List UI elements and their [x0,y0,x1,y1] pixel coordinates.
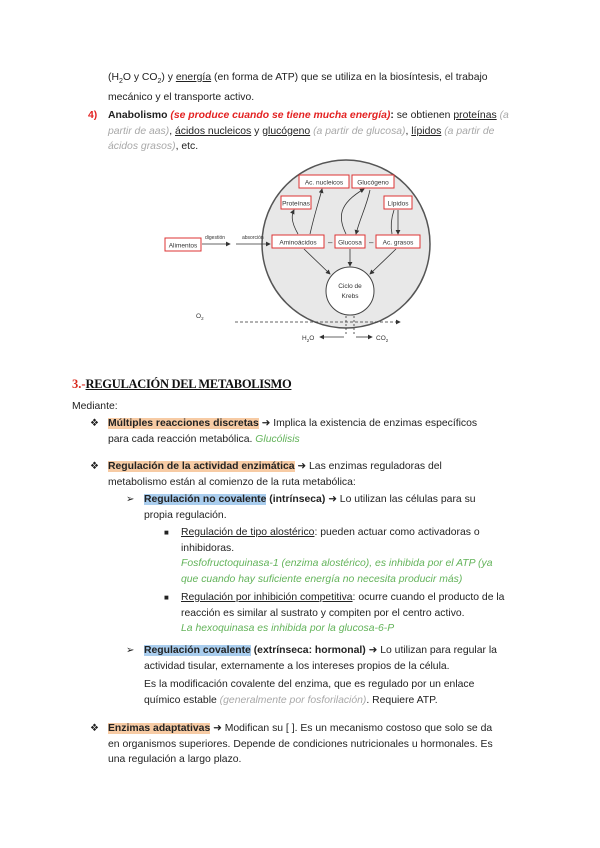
item-line: reacción es similar al sustrato y compiten por el centro activo. [181,607,465,619]
text: y [251,125,263,137]
intro-line-2: mecánico y el transporte activo. [108,91,255,103]
energia-term: energía [175,72,212,83]
item-enzimas-adaptativas [108,721,558,768]
anabolismo-red-note: (se produce cuando se tiene mucha energía) [170,110,391,121]
text: : pueden actuar como activadoras o [314,527,480,538]
item-line [144,643,554,659]
arrowhead-bullet-icon: ➢ [126,645,135,656]
label-ciclo: Ciclo de [338,283,362,290]
text: Modifican su [ ]. Es un mecanismo costoso que solo se da [221,723,493,734]
example-text: La hexoquinasa es inhibida por la glucosa-6-P [181,623,395,634]
label-lipidos: Lípidos [387,200,409,208]
arrowhead-bullet-icon: ➢ [126,494,135,505]
anabolismo-paragraph [108,108,553,155]
anabolismo-line-1 [108,108,553,124]
item-line [144,693,554,709]
glucogeno-term: glucógeno [262,125,311,137]
grey-note: partir de aas) [108,125,170,137]
section-heading [72,377,291,393]
label-absorcion: absorción [242,235,264,241]
label-aminoacidos: Aminoácidos [279,239,317,247]
label-ac-nucleicos: Ac. nucleicos [304,179,344,187]
item-multiples [108,416,553,447]
diamond-bullet-icon: ❖ [90,723,99,734]
arrow-icon: ➜ [213,723,222,734]
item-line: inhibidoras. [181,542,235,554]
section-title: REGULACIÓN DEL METABOLISMO [85,377,292,391]
arrow-icon: ➜ [368,645,378,656]
example-text: Fosfofructoquinasa-1 (enzima alostérico), es inhibida por el ATP (ya [181,558,493,569]
arrow-icon: ➜ [261,418,271,429]
intro-text: ) y [161,72,176,83]
diamond-bullet-icon: ❖ [90,461,99,472]
text: químico estable [144,694,220,706]
colon: : [390,110,394,121]
label-proteinas: Proteínas [282,200,310,208]
reg-act-title: Regulación de la actividad enzimática [108,461,295,472]
label-krebs: Krebs [341,293,359,300]
adapt-title: Enzimas adaptativas [108,723,211,734]
section-number: 3.- [72,377,86,391]
arrow-icon: ➜ [328,494,337,505]
text: Las enzimas reguladoras del [306,461,442,472]
intro-text: (en forma de ATP) que se utiliza en la biosíntesis, el trabajo [211,72,488,83]
text: Lo utilizan las células para su [336,494,476,505]
item-line [181,590,556,606]
svg-text:–: – [328,238,333,247]
anabolismo-line-2 [108,124,553,140]
item-line: actividad tisular, externamente a los intereses propios de la célula. [144,660,450,672]
text: . Requiere ATP. [366,694,438,706]
intro-sub: 2 [118,78,123,86]
diamond-bullet-icon: ❖ [90,418,99,429]
label-digestion: digestión [205,235,226,241]
item-line: propia regulación. [144,509,227,521]
text: , [405,125,412,137]
square-bullet-icon: ■ [164,593,169,602]
item-alosterico [181,525,556,587]
label-co2: $CO_2$ [376,335,389,343]
text: Lo utilizan para regular la [377,645,497,656]
text: se obtienen [393,110,454,121]
example-text: Glucólisis [255,433,300,445]
item-line [144,492,554,508]
mediante-label: Mediante: [72,401,118,412]
square-bullet-icon: ■ [164,528,169,537]
intro-paragraph [108,70,538,105]
text: , [169,125,175,137]
item-no-covalente [144,492,554,523]
text: Implica la existencia de enzimas específicos [270,418,478,429]
item-line [181,525,556,541]
item-line [108,459,553,475]
item-line [108,432,553,448]
intro-text: O y CO [122,72,158,83]
grey-note: ácidos grasos) [108,141,176,152]
svg-text:–: – [369,238,374,247]
arrow-icon: ➜ [297,461,307,472]
grey-note: (a [499,110,509,121]
item-line: en organismos superiores. Depende de condiciones nutricionales u hormonales. Es [108,738,493,750]
comp-title: Regulación por inhibición competitiva [181,592,353,603]
grey-note: (generalmente por fosforilación) [219,694,367,706]
label-glucosa: Glucosa [338,239,362,247]
item-line: metabolismo están al comienzo de la ruta metabólica: [108,476,356,488]
alost-title: Regulación de tipo alostérico [181,527,315,538]
grey-note: (a partir de glucosa) [313,125,406,137]
grey-note: (a partir de [444,125,495,137]
item-line [108,721,558,737]
anabolismo-title: Anabolismo [108,110,168,121]
intro-line-1 [108,70,538,90]
text: : ocurre cuando el producto de la [352,592,505,603]
item-covalente [144,643,554,708]
cov-bold: (extrínseca: hormonal) [250,645,366,656]
label-alimentos: Alimentos [168,242,198,250]
item-line: Es la modificación covalente del enzima, que es regulado por un enlace [144,679,475,690]
text: para cada reacción metabólica. [108,433,256,445]
item-line: una regulación a largo plazo. [108,754,242,765]
anabolismo-line-3 [108,139,553,155]
item-line [108,416,553,432]
intro-sub: 2 [157,78,162,86]
label-h2o: $H_2O$ [302,335,315,343]
intro-text: (H [108,72,119,83]
label-glucogeno: Glucógeno [357,179,389,187]
text: , etc. [175,141,199,152]
multiples-title: Múltiples reacciones discretas [108,418,259,429]
label-ac-grasos: Ac. grasos [382,239,414,247]
acidos-term: ácidos nucleicos [175,125,252,137]
anabolismo-number: 4) [88,110,98,121]
nocov-title: Regulación no covalente [144,494,267,505]
nocov-bold: (intrínseca) [266,494,326,505]
label-o2: $O_2$ [196,313,204,321]
lipidos-term: lípidos [411,125,442,137]
cov-title: Regulación covalente [144,645,251,656]
krebs-circle [326,267,374,315]
metabolism-diagram [160,158,450,348]
example-text: que cuando hay suficiente energía no necesita producir más) [181,573,463,585]
item-regulacion-actividad [108,459,553,490]
item-competitiva [181,590,556,637]
proteinas-term: proteínas [453,110,497,121]
